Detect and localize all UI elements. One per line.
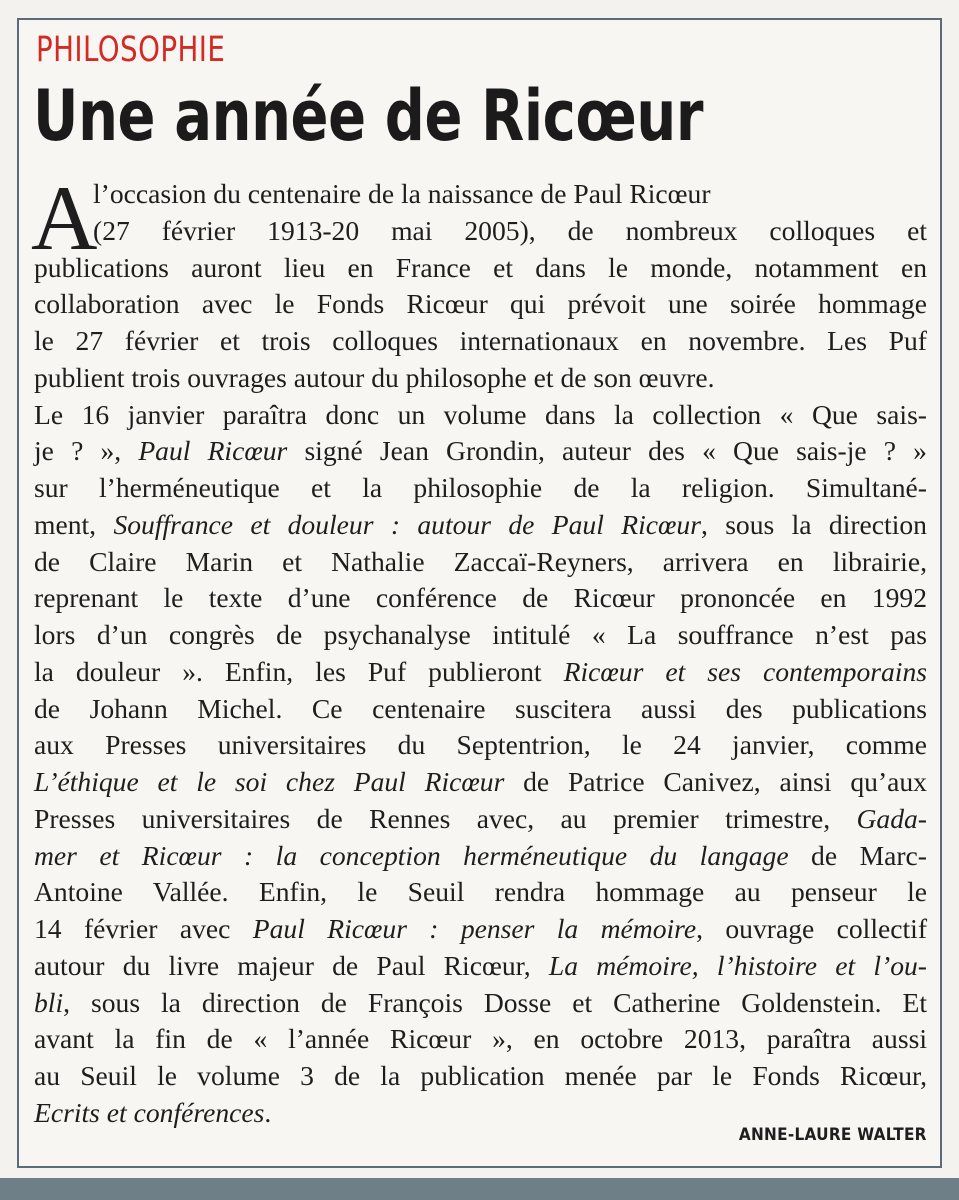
- text-line: publications auront lieu en France et dans le monde, notamment en: [34, 251, 927, 283]
- text-line: de Claire Marin et Nathalie Zaccaï-Reyners, arrivera en librairie,: [34, 545, 927, 577]
- text-line: sur l’herméneutique et la philosophie de la religion. Simultané-: [34, 472, 927, 503]
- text-line: je ? », Paul Ricœur signé Jean Grondin, auteur des « Que sais-je ? »: [34, 435, 927, 467]
- text-line: aux Presses universitaires du Septentrion, le 24 janvier, comme: [34, 729, 927, 761]
- text-line: Antoine Vallée. Enfin, le Seuil rendra hommage au penseur le: [34, 876, 927, 908]
- text-line: L’éthique et le soi chez Paul Ricœur de Patrice Canivez, ainsi qu’aux: [34, 766, 927, 797]
- text-line: lors d’un congrès de psychanalyse intitulé « La souffrance n’est pas: [34, 619, 927, 650]
- author-signature: ANNE-LAURE WALTER: [739, 1125, 927, 1145]
- text-line: Presses universitaires de Rennes avec, au premier trimestre, Gada-: [34, 802, 927, 834]
- text-line: au Seuil le volume 3 de la publication menée par le Fonds Ricœur,: [34, 1060, 927, 1091]
- text-line: reprenant le texte d’une conférence de Ricœur prononcée en 1992: [34, 582, 927, 614]
- text-line: bli, sous la direction de François Dosse et Catherine Goldenstein. Et: [34, 986, 927, 1018]
- text-line: (27 février 1913-20 mai 2005), de nombreux colloques et: [93, 214, 927, 246]
- text-line: la douleur ». Enfin, les Puf publieront Ricœur et ses contemporains: [34, 655, 928, 687]
- text-line: de Johann Michel. Ce centenaire suscitera aussi des publications: [34, 692, 927, 724]
- text-line: avant la fin de « l’année Ricœur », en octobre 2013, paraîtra aussi: [34, 1023, 927, 1055]
- text-line: Ecrits et conférences.: [34, 1096, 272, 1128]
- article-headline: Une année de Ricœur: [33, 75, 704, 157]
- text-line: Le 16 janvier paraîtra donc un volume dans la collection « Que sais-: [34, 398, 927, 430]
- text-line: collaboration avec le Fonds Ricœur qui prévoit une soirée hommage: [34, 288, 927, 320]
- text-line: autour du livre majeur de Paul Ricœur, La mémoire, l’histoire et l’ou-: [34, 949, 927, 981]
- text-line: l’occasion du centenaire de la naissance de Paul Ricœur: [93, 178, 711, 209]
- drop-cap: A: [31, 167, 98, 269]
- text-line: le 27 février et trois colloques internationaux en novembre. Les Puf: [34, 325, 927, 356]
- section-rubric: PHILOSOPHIE: [36, 30, 226, 70]
- text-line: publient trois ouvrages autour du philosophe et de son œuvre.: [34, 361, 715, 393]
- text-line: 14 février avec Paul Ricœur : penser la mémoire, ouvrage collectif: [34, 913, 928, 944]
- text-line: mer et Ricœur : la conception herméneutique du langage de Marc-: [34, 839, 927, 871]
- bottom-band: [0, 1178, 959, 1200]
- text-line: ment, Souffrance et douleur : autour de Paul Ricœur, sous la direction: [34, 508, 927, 540]
